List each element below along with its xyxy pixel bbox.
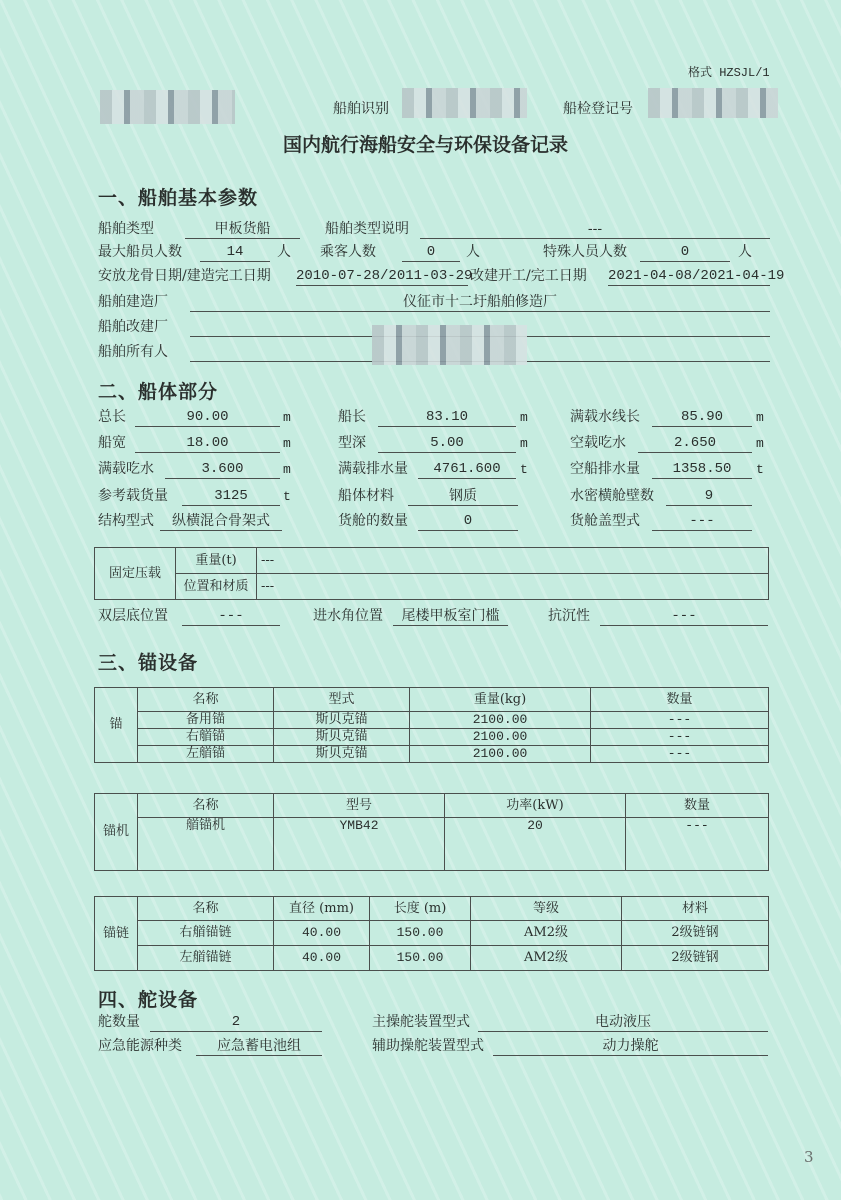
light-disp-unit: t xyxy=(756,462,764,477)
aux-steer-value: 动力操舵 xyxy=(493,1037,768,1056)
framing-label: 结构型式 xyxy=(98,513,154,529)
chain-cell: 40.00 xyxy=(274,946,370,971)
section1-heading: 一、船舶基本参数 xyxy=(98,187,259,209)
builder-value: 仪征市十二圩船舶修造厂 xyxy=(190,293,770,312)
hull-material-label: 船体材料 xyxy=(338,488,394,504)
loa-value: 90.00 xyxy=(135,408,280,427)
chain-header-material: 材料 xyxy=(622,897,769,921)
chain-cell: 40.00 xyxy=(274,921,370,946)
section4-heading: 四、舵设备 xyxy=(98,989,199,1011)
redacted-owner xyxy=(372,325,527,365)
special-label: 特殊人员人数 xyxy=(543,244,627,260)
anchor-cell: 斯贝克锚 xyxy=(274,729,410,746)
depth-unit: m xyxy=(520,436,528,451)
chain-table xyxy=(94,896,769,971)
passengers-value: 0 xyxy=(402,243,460,262)
special-value: 0 xyxy=(640,243,730,262)
ballast-pos-label: 位置和材质 xyxy=(176,574,257,600)
chain-cell: 左艏锚链 xyxy=(138,946,274,971)
lwl-value: 85.90 xyxy=(652,408,752,427)
cargo-unit: t xyxy=(283,489,291,504)
breadth-unit: m xyxy=(283,436,291,451)
full-disp-unit: t xyxy=(520,462,528,477)
page-title: 国内航行海船安全与环保设备记录 xyxy=(283,134,569,156)
lwl-label: 满载水线长 xyxy=(570,409,640,425)
flood-angle-value: 尾楼甲板室门槛 xyxy=(393,607,508,626)
person-unit: 人 xyxy=(277,244,291,260)
anchor-header-type: 型式 xyxy=(274,688,410,712)
redacted-block xyxy=(100,90,235,124)
hatch-label: 货舱盖型式 xyxy=(570,513,640,529)
anchor-table xyxy=(94,687,769,763)
light-draft-unit: m xyxy=(756,436,764,451)
chain-header-name: 名称 xyxy=(138,897,274,921)
light-disp-value: 1358.50 xyxy=(652,460,752,479)
hatch-value: --- xyxy=(652,512,752,531)
person-unit: 人 xyxy=(466,244,480,260)
redacted-inspection-no xyxy=(648,88,778,118)
windlass-header-qty: 数量 xyxy=(626,794,769,818)
windlass-header-model: 型号 xyxy=(274,794,445,818)
ship-type-label: 船舶类型 xyxy=(98,221,154,237)
full-draft-value: 3.600 xyxy=(165,460,280,479)
anchor-cell: 备用锚 xyxy=(138,712,274,729)
windlass-header-name: 名称 xyxy=(138,794,274,818)
chain-cell: 150.00 xyxy=(370,921,471,946)
anchor-cell: 2100.00 xyxy=(410,712,591,729)
flood-angle-label: 进水角位置 xyxy=(313,608,383,624)
depth-label: 型深 xyxy=(338,435,366,451)
double-bottom-label: 双层底位置 xyxy=(98,608,168,624)
bulkheads-label: 水密横舱壁数 xyxy=(570,488,654,504)
refitter-label: 船舶改建厂 xyxy=(98,319,168,335)
max-crew-label: 最大船员人数 xyxy=(98,244,182,260)
max-crew-value: 14 xyxy=(200,243,270,262)
anchor-header-qty: 数量 xyxy=(591,688,769,712)
unsinkable-value: --- xyxy=(600,607,768,626)
chain-header-length: 长度 (m) xyxy=(370,897,471,921)
ship-type-desc-label: 船舶类型说明 xyxy=(325,221,409,237)
emergency-label: 应急能源种类 xyxy=(98,1038,182,1054)
ship-id-label: 船舶识别 xyxy=(333,101,389,117)
section2-heading: 二、船体部分 xyxy=(98,381,219,403)
breadth-label: 船宽 xyxy=(98,435,126,451)
main-steer-value: 电动液压 xyxy=(478,1013,768,1032)
anchor-header-name: 名称 xyxy=(138,688,274,712)
chain-cell: 2级链钢 xyxy=(622,921,769,946)
windlass-group-label: 锚机 xyxy=(95,794,138,871)
double-bottom-value: --- xyxy=(182,607,280,626)
windlass-cell: --- xyxy=(626,818,769,871)
keel-date-value: 2010-07-28/2011-03-29 xyxy=(296,268,473,284)
owner-label: 船舶所有人 xyxy=(98,344,168,360)
table-row xyxy=(95,818,769,871)
chain-group-label: 锚链 xyxy=(95,897,138,971)
refit-date-value: 2021-04-08/2021-04-19 xyxy=(608,268,785,284)
ship-type-desc-value: --- xyxy=(420,220,770,239)
emergency-value: 应急蓄电池组 xyxy=(196,1037,322,1056)
lbp-unit: m xyxy=(520,410,528,425)
framing-value: 纵横混合骨架式 xyxy=(160,512,282,531)
windlass-header-power: 功率(kW) xyxy=(445,794,626,818)
chain-cell: 150.00 xyxy=(370,946,471,971)
passengers-label: 乘客人数 xyxy=(320,244,376,260)
person-unit: 人 xyxy=(738,244,752,260)
light-draft-value: 2.650 xyxy=(638,434,752,453)
builder-label: 船舶建造厂 xyxy=(98,294,168,310)
rudders-value: 2 xyxy=(150,1013,322,1032)
lbp-label: 船长 xyxy=(338,409,366,425)
light-disp-label: 空船排水量 xyxy=(570,461,640,477)
cargo-label: 参考载货量 xyxy=(98,488,168,504)
cargo-value: 3125 xyxy=(182,487,280,506)
light-draft-label: 空载吃水 xyxy=(570,435,626,451)
ballast-weight-label: 重量(t) xyxy=(176,548,257,574)
windlass-cell: 20 xyxy=(445,818,626,871)
rudders-label: 舵数量 xyxy=(98,1014,140,1030)
holds-value: 0 xyxy=(418,512,518,531)
chain-cell: AM2级 xyxy=(471,946,622,971)
breadth-value: 18.00 xyxy=(135,434,280,453)
anchor-group-label: 锚 xyxy=(95,688,138,763)
full-disp-value: 4761.600 xyxy=(418,460,516,479)
windlass-cell: 艏锚机 xyxy=(138,818,274,871)
loa-label: 总长 xyxy=(98,409,126,425)
chain-cell: 右艏锚链 xyxy=(138,921,274,946)
section3-heading: 三、锚设备 xyxy=(98,652,199,674)
ballast-table xyxy=(94,547,769,600)
chain-cell: AM2级 xyxy=(471,921,622,946)
redacted-ship-id xyxy=(402,88,527,118)
form-code: 格式 HZSJL/1 xyxy=(688,66,770,80)
anchor-cell: --- xyxy=(591,746,769,763)
full-draft-label: 满载吃水 xyxy=(98,461,154,477)
anchor-cell: 2100.00 xyxy=(410,746,591,763)
depth-value: 5.00 xyxy=(378,434,516,453)
chain-cell: 2级链钢 xyxy=(622,946,769,971)
full-draft-unit: m xyxy=(283,462,291,477)
lwl-unit: m xyxy=(756,410,764,425)
hull-material-value: 钢质 xyxy=(408,487,518,506)
refit-date-label: 改建开工/完工日期 xyxy=(470,268,587,284)
ship-type-value: 甲板货船 xyxy=(185,220,300,239)
table-row xyxy=(95,729,769,746)
chain-header-grade: 等级 xyxy=(471,897,622,921)
anchor-header-weight: 重量(kg) xyxy=(410,688,591,712)
windlass-cell: YMB42 xyxy=(274,818,445,871)
ballast-weight-value: --- xyxy=(257,548,769,574)
ballast-group-label: 固定压载 xyxy=(95,548,176,600)
holds-label: 货舱的数量 xyxy=(338,513,408,529)
anchor-cell: 2100.00 xyxy=(410,729,591,746)
table-row xyxy=(95,746,769,763)
anchor-cell: 左艏锚 xyxy=(138,746,274,763)
aux-steer-label: 辅助操舵装置型式 xyxy=(372,1038,484,1054)
inspection-no-label: 船检登记号 xyxy=(563,101,633,117)
ballast-pos-value: --- xyxy=(257,574,769,600)
bulkheads-value: 9 xyxy=(666,487,752,506)
windlass-table xyxy=(94,793,769,871)
anchor-cell: 右艏锚 xyxy=(138,729,274,746)
unsinkable-label: 抗沉性 xyxy=(548,608,590,624)
table-row xyxy=(95,921,769,946)
anchor-cell: 斯贝克锚 xyxy=(274,746,410,763)
anchor-cell: --- xyxy=(591,729,769,746)
keel-date-label: 安放龙骨日期/建造完工日期 xyxy=(98,268,271,284)
anchor-cell: 斯贝克锚 xyxy=(274,712,410,729)
main-steer-label: 主操舵装置型式 xyxy=(372,1014,470,1030)
page-mark: 3 xyxy=(804,1148,814,1166)
loa-unit: m xyxy=(283,410,291,425)
table-row xyxy=(95,946,769,971)
table-row xyxy=(95,712,769,729)
chain-header-diameter: 直径 (mm) xyxy=(274,897,370,921)
full-disp-label: 满载排水量 xyxy=(338,461,408,477)
anchor-cell: --- xyxy=(591,712,769,729)
lbp-value: 83.10 xyxy=(378,408,516,427)
